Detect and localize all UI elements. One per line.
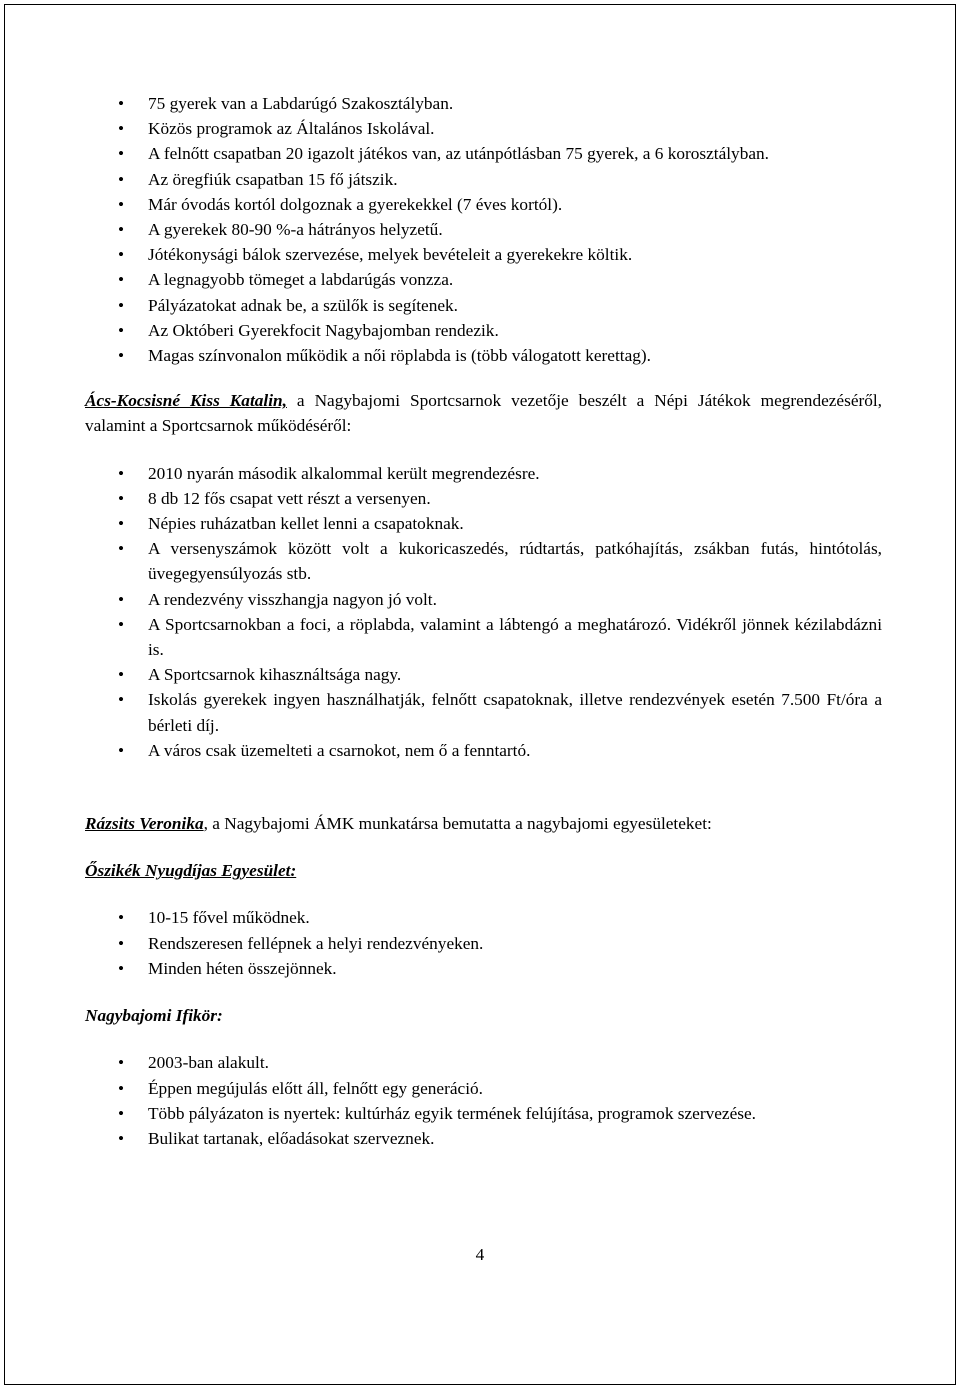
list-item: • Jótékonysági bálok szervezése, melyek bevételeit a gyerekekre költik. bbox=[85, 242, 882, 267]
list-item: • Közös programok az Általános Iskolával. bbox=[85, 116, 882, 141]
bullet-icon: • bbox=[118, 740, 125, 760]
sportcsarnok-list bbox=[85, 461, 882, 763]
list-item: • A legnagyobb tömeget a labdarúgás vonzza. bbox=[85, 267, 882, 292]
bullet-icon: • bbox=[118, 463, 125, 483]
speaker-name: Rázsits Veronika bbox=[85, 814, 204, 834]
list-item: • Iskolás gyerekek ingyen használhatják, felnőtt csapatoknak, illetve rendezvények esetén 7.500 Ft/óra a bérleti díj. bbox=[85, 687, 882, 737]
bullet-icon: • bbox=[118, 665, 125, 685]
list-item: • Az öregfiúk csapatban 15 fő játszik. bbox=[85, 167, 882, 192]
list-item: • Az Októberi Gyerekfocit Nagybajomban rendezik. bbox=[85, 318, 882, 343]
bullet-icon: • bbox=[118, 295, 125, 315]
list-item: • A felnőtt csapatban 20 igazolt játékos van, az utánpótlásban 75 gyerek, a 6 korosztályban. bbox=[85, 141, 882, 166]
list-item: • A Sportcsarnokban a foci, a röplabda, valamint a lábtengó a meghatározó. Vidékről jönnek kézilabdázni is. bbox=[85, 612, 882, 662]
bullet-icon: • bbox=[118, 1128, 125, 1148]
ifikor-list bbox=[85, 1050, 882, 1151]
list-item: • A rendezvény visszhangja nagyon jó volt. bbox=[85, 587, 882, 612]
bullet-icon: • bbox=[118, 94, 125, 113]
bullet-icon: • bbox=[118, 245, 125, 265]
bullet-icon: • bbox=[118, 958, 125, 978]
egyesuletek-intro: Rázsits Veronika, a Nagybajomi ÁMK munkatársa bemutatta a nagybajomi egyesületeket: bbox=[85, 814, 712, 834]
list-item: • 75 gyerek van a Labdarúgó Szakosztályban. bbox=[85, 91, 882, 116]
list-item: • Bulikat tartanak, előadásokat szerveznek. bbox=[85, 1126, 882, 1151]
bullet-icon: • bbox=[118, 1053, 125, 1073]
bullet-icon: • bbox=[118, 346, 125, 366]
bullet-icon: • bbox=[118, 690, 125, 710]
speaker-name: Ács-Kocsisné Kiss Katalin, bbox=[85, 391, 287, 411]
list-item: • Magas színvonalon működik a női röplabda is (több válogatott kerettag). bbox=[85, 343, 882, 368]
list-item: • A Sportcsarnok kihasználtsága nagy. bbox=[85, 662, 882, 687]
list-item: • A versenyszámok között volt a kukoricaszedés, rúdtartás, patkóhajítás, zsákban futás, hintótolás, üvegegyensúlyozás stb. bbox=[85, 536, 882, 586]
page-content bbox=[85, 91, 882, 1151]
bullet-icon: • bbox=[118, 119, 125, 139]
bullet-icon: • bbox=[118, 144, 125, 164]
bullet-icon: • bbox=[118, 220, 125, 240]
list-item: • Rendszeresen fellépnek a helyi rendezvényeken. bbox=[85, 931, 882, 956]
list-item: • 8 db 12 fős csapat vett részt a versenyen. bbox=[85, 486, 882, 511]
list-item: • 10-15 fővel működnek. bbox=[85, 905, 882, 930]
section-heading: Őszikék Nyugdíjas Egyesület: bbox=[85, 861, 297, 881]
bullet-icon: • bbox=[118, 169, 125, 189]
list-item: • Éppen megújulás előtt áll, felnőtt egy generáció. bbox=[85, 1076, 882, 1101]
list-item: • Pályázatokat adnak be, a szülők is segítenek. bbox=[85, 293, 882, 318]
bullet-icon: • bbox=[118, 933, 125, 953]
bullet-icon: • bbox=[118, 1103, 125, 1123]
bullet-icon: • bbox=[118, 539, 125, 559]
bullet-icon: • bbox=[118, 908, 125, 928]
bullet-icon: • bbox=[118, 320, 125, 340]
bullet-icon: • bbox=[118, 1078, 125, 1098]
sportcsarnok-intro: Ács-Kocsisné Kiss Katalin, a Nagybajomi Sportcsarnok vezetője beszélt a Népi Játékok megrendezéséről, valamint a Sportcsarnok működéséről: bbox=[85, 391, 883, 436]
list-item: • A város csak üzemelteti a csarnokot, nem ő a fenntartó. bbox=[85, 738, 882, 763]
bullet-icon: • bbox=[118, 270, 125, 290]
section-heading: Nagybajomi Ifikör: bbox=[85, 1006, 223, 1026]
bullet-icon: • bbox=[118, 614, 125, 634]
list-item: • 2010 nyarán második alkalommal került megrendezésre. bbox=[85, 461, 882, 486]
bullet-icon: • bbox=[118, 488, 125, 508]
bullet-icon: • bbox=[118, 589, 125, 609]
list-item: • Minden héten összejönnek. bbox=[85, 956, 882, 981]
list-item: • 2003-ban alakult. bbox=[85, 1050, 882, 1075]
bullet-icon: • bbox=[118, 194, 125, 214]
oszikek-list bbox=[85, 905, 882, 981]
bullet-icon: • bbox=[118, 514, 125, 534]
list-item: • A gyerekek 80-90 %-a hátrányos helyzetű. bbox=[85, 217, 882, 242]
list-item: • Több pályázaton is nyertek: kultúrház egyik termének felújítása, programok szervezése. bbox=[85, 1101, 882, 1126]
page-number: 4 bbox=[475, 1245, 485, 1264]
list-item: • Népies ruházatban kellet lenni a csapatoknak. bbox=[85, 511, 882, 536]
sport-club-list bbox=[85, 91, 882, 368]
document-page bbox=[4, 4, 956, 1385]
list-item: • Már óvodás kortól dolgoznak a gyerekekkel (7 éves kortól). bbox=[85, 192, 882, 217]
